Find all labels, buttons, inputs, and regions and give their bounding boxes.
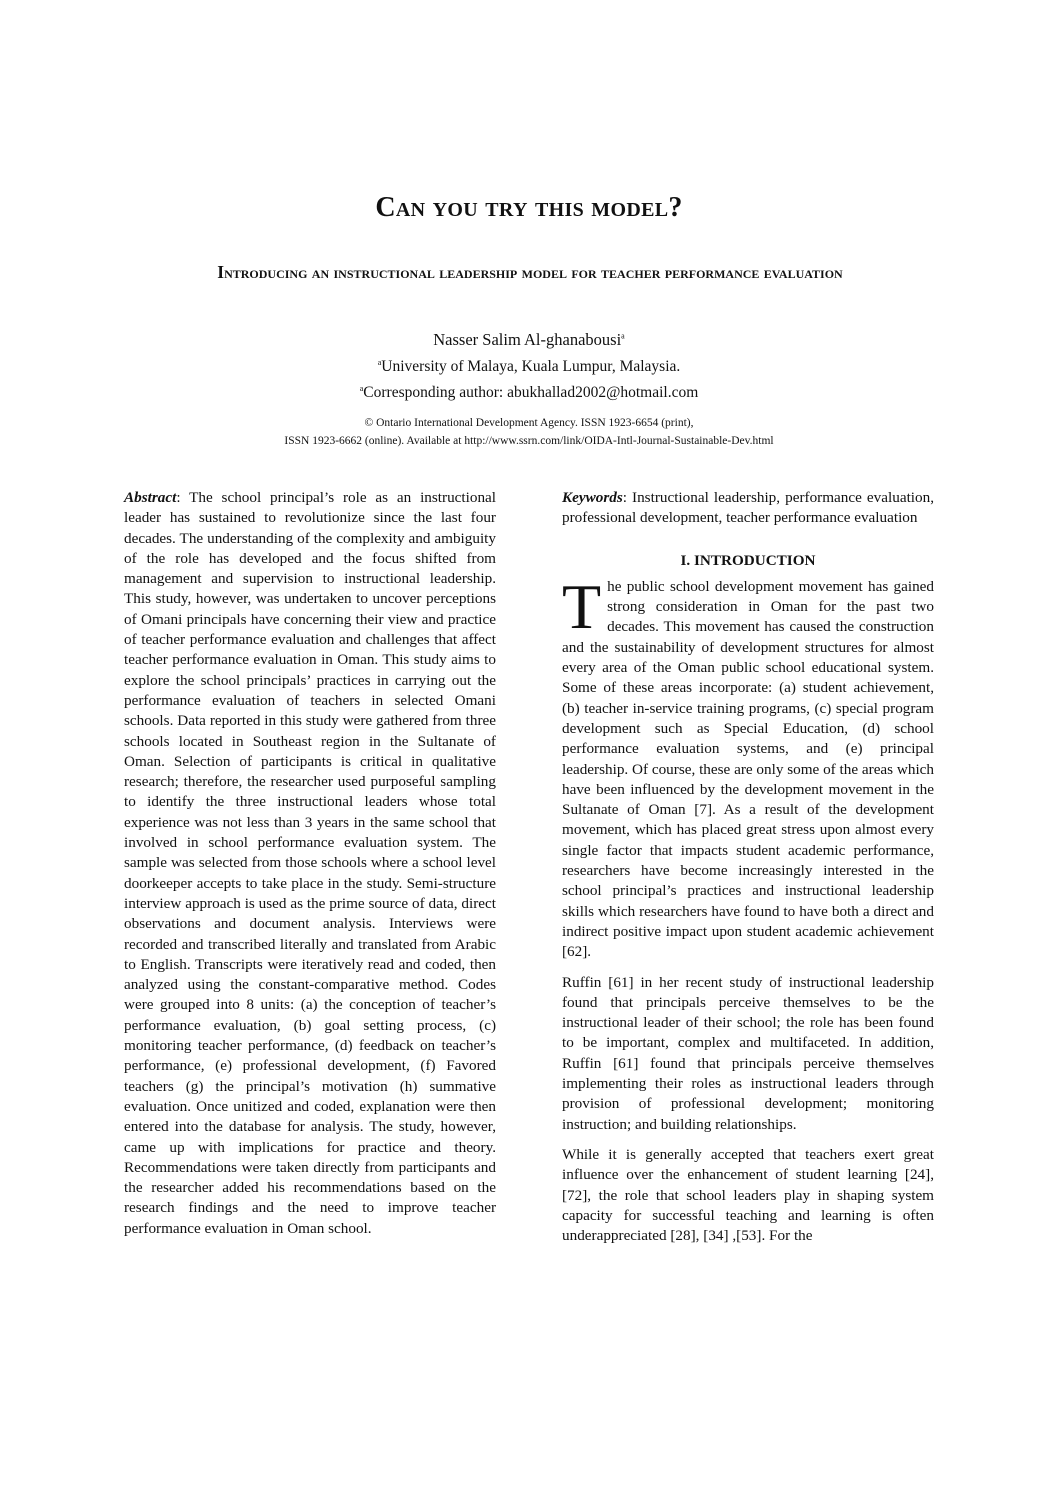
intro-paragraph-3: While it is generally accepted that teachers exert great influence over the enhancement of student learning [24], [72], the role that school leaders play in shaping system capacity for successful teaching and learning is often underappreciated [28], [34] ,[53]. For the bbox=[562, 1145, 934, 1245]
intro-paragraph-1 bbox=[562, 570, 934, 963]
affiliation-mark: a bbox=[377, 358, 382, 367]
keywords-label: Keywords bbox=[562, 489, 623, 506]
intro-paragraph-2: Ruffin [61] in her recent study of instructional leadership found that principals perceive themselves to be the instructional leader of their school; the role has been found to be important, complex and multifaceted. In addition, Ruffin [61] found that principals perceive themselves implementing their roles as instructional leaders through provision of professional development; monitoring instruction; and building relationships. bbox=[562, 973, 934, 1133]
affiliation-text: University of Malaya, Kuala Lumpur, Malaysia. bbox=[381, 358, 681, 376]
paper-title: Can you try this model? bbox=[375, 192, 683, 223]
right-column bbox=[562, 488, 934, 1256]
left-column bbox=[124, 488, 496, 1249]
keywords-text: : Instructional leadership, performance evaluation, professional development, teacher performance evaluation bbox=[562, 489, 934, 527]
intro-paragraph-1-text: he public school development movement has gained strong consideration in Oman for the past two decades. This movement has caused the construction and the sustainability of development structures for almost every area of the Oman public school educational system. Some of these areas incorporate: (a) student achievement, (b) teacher in-service training programs, (c) special program development such as Special Education, (d) school performance evaluation systems, and (e) principal leadership. Of course, these are only some of the areas which have been influenced by the development movement in the Sultanate of Oman [7]. As a result of the development movement, which has placed great stress upon almost every single factor that impacts student academic performance, researchers have become increasingly interested in the school principal’s practices and instructional leadership skills which researchers have found to have both a direct and indirect positive impact upon student academic achievement [62]. bbox=[562, 577, 934, 961]
affiliation bbox=[0, 352, 1058, 378]
corresponding-mark: a bbox=[359, 384, 364, 394]
author-name bbox=[0, 330, 1058, 350]
corresponding-text: Corresponding author: abukhallad2002@hotmail.com bbox=[363, 384, 699, 402]
copyright-block bbox=[0, 414, 1058, 450]
copyright-line-1: © Ontario International Development Agency. ISSN 1923-6654 (print), bbox=[364, 417, 694, 429]
abstract-label: Abstract bbox=[124, 489, 177, 506]
section-heading-introduction: I. INTRODUCTION bbox=[680, 551, 816, 569]
drop-cap: T bbox=[562, 570, 602, 642]
abstract-text: : The school principal’s role as an instructional leader has sustained to revolutionize since the last four decades. The understanding of the complexity and ambiguity of the role has developed and the focus shifted from management and supervision to instructional leadership. This study, however, was undertaken to uncover perceptions of Omani principals have concerning their view and practice of teacher performance evaluation and challenges that affect teacher performance evaluation in Oman. This study aims to explore the school principals’ practices in carrying out the performance evaluation of teachers in selected Omani schools. Data reported in this study were gathered from three schools located in Southeast region in the Sultanate of Oman. Selection of participants is critical in qualitative research; therefore, the researcher used purposeful sampling to identify the three instructional leaders whose total experience was not less than 3 years in the same school that involved in school performance evaluation system. The sample was selected from those schools where a school level doorkeeper accepts to take place in the study. Semi-structure interview approach is used as the prime source of data, direct observations and document analysis. Interviews were recorded and transcribed literally and translated from Arabic to English. Transcripts were iteratively read and coded, then analyzed using the constant-comparative method. Codes were grouped into 8 units: (a) the conception of teacher’s performance evaluation, (b) goal setting process, (c) monitoring teacher performance, (d) feedback on teacher’s performance, (e) professional development, (f) Favored teachers (g) the principal’s motivation (h) summative evaluation. Once unitized and coded, explanation were then entered into the database for analysis. The study, however, came up with implications for practice and theory. Recommendations were taken directly from participants and the researcher added his recommendations based on the research findings and the need to improve teacher performance evaluation in Oman school. bbox=[124, 489, 496, 1237]
author-mark: a bbox=[621, 331, 625, 341]
keywords bbox=[562, 488, 934, 529]
abstract bbox=[124, 488, 496, 1239]
copyright-line-2: ISSN 1923-6662 (online). Available at http://www.ssrn.com/link/OIDA-Intl-Journal-Sustainable-Dev.html bbox=[284, 435, 774, 447]
affiliation-block bbox=[0, 352, 1058, 404]
corresponding-author bbox=[0, 378, 1058, 404]
author-name-text: Nasser Salim Al-ghanabousi bbox=[433, 330, 622, 349]
paper-subtitle: Introducing an instructional leadership model for teacher performance evaluation bbox=[217, 262, 843, 282]
